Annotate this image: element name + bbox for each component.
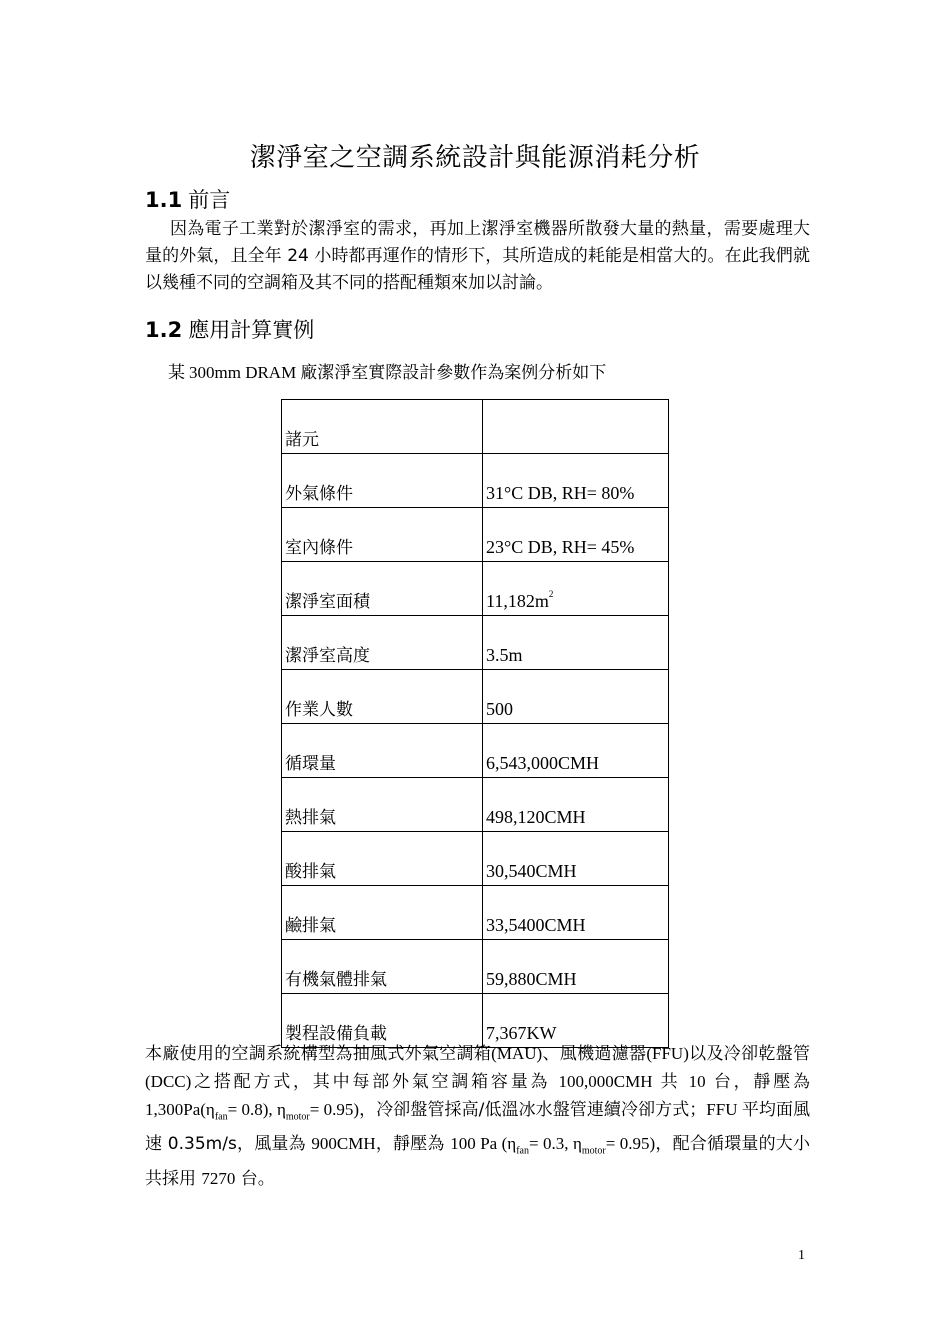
table-row <box>282 724 669 778</box>
system-value: 10 <box>688 1072 706 1091</box>
system-text: 台。 <box>235 1168 275 1189</box>
system-value: 7270 <box>201 1168 236 1188</box>
system-description-paragraph <box>145 1040 810 1193</box>
subscript: motor <box>285 1111 310 1123</box>
table-row <box>282 886 669 940</box>
table-row <box>282 508 669 562</box>
system-text: ，配合循環量的大小共採用 <box>145 1134 811 1189</box>
page-number: 1 <box>798 1248 805 1263</box>
system-text: 台，靜壓為 <box>705 1072 811 1092</box>
system-value: = 0.3, η <box>528 1134 582 1154</box>
table-cell-label: 熱排氣 <box>282 778 483 832</box>
table-row <box>282 778 669 832</box>
system-term: FFU <box>706 1100 742 1119</box>
table-cell-value: 500 <box>483 670 669 724</box>
system-value: 100,000CMH <box>558 1072 653 1091</box>
table-row <box>282 832 669 886</box>
section-number: 1.1 <box>145 188 183 212</box>
system-value: 900CMH <box>311 1134 376 1154</box>
table-cell-value: 3.5m <box>483 616 669 670</box>
table-row <box>282 616 669 670</box>
case-prefix: 某 <box>168 363 185 383</box>
system-text: 以及冷卻乾盤管 <box>688 1044 811 1064</box>
system-text: 共 <box>652 1072 689 1092</box>
system-text: ，冷卻盤管採高/低溫冰水盤管連續冷卻方式； <box>359 1100 707 1120</box>
system-text: 之搭配方式，其中每部外氣空調箱容量為 <box>191 1072 559 1092</box>
design-parameters-table <box>281 399 669 1048</box>
table-row <box>282 940 669 994</box>
section-title: 前言 <box>188 188 231 212</box>
table-cell-label: 室內條件 <box>282 508 483 562</box>
table-cell-label: 鹼排氣 <box>282 886 483 940</box>
system-text: 、風機過濾器 <box>542 1044 647 1064</box>
system-value: = 0.8), η <box>227 1100 286 1119</box>
system-term: (DCC) <box>145 1072 192 1091</box>
table-cell-label: 有機氣體排氣 <box>282 940 483 994</box>
table-cell-value: 6,543,000CMH <box>483 724 669 778</box>
section-heading-example <box>145 314 314 344</box>
table-row <box>282 454 669 508</box>
system-text: ，靜壓為 <box>375 1134 451 1155</box>
table-cell-label: 作業人數 <box>282 670 483 724</box>
table-cell-label: 酸排氣 <box>282 832 483 886</box>
system-term: (FFU) <box>646 1044 689 1063</box>
table-cell-value: 31°C DB, RH= 80% <box>483 454 669 508</box>
system-value: 1,300Pa(η <box>145 1100 215 1119</box>
table-cell-value: 23°C DB, RH= 45% <box>483 508 669 562</box>
table-cell-label: 循環量 <box>282 724 483 778</box>
section-heading-preface <box>145 184 230 214</box>
area-unit-superscript: 2 <box>548 589 554 599</box>
case-suffix: 廠潔淨室實際設計參數作為案例分析如下 <box>300 363 607 383</box>
system-text: 本廠使用的空調系統構型為抽風式外氣空調箱 <box>145 1044 492 1064</box>
table-cell-value <box>483 400 669 454</box>
table-cell-value: 30,540CMH <box>483 832 669 886</box>
system-term: (MAU) <box>491 1044 543 1063</box>
table-row <box>282 670 669 724</box>
table-cell-label: 諸元 <box>282 400 483 454</box>
section-number: 1.2 <box>145 318 183 342</box>
table-cell-value: 33,5400CMH <box>483 886 669 940</box>
system-value: 100 Pa (η <box>450 1134 517 1154</box>
table-cell-value: 7,367KW <box>483 994 669 1048</box>
table-cell-label: 潔淨室面積 <box>282 562 483 616</box>
subscript: fan <box>516 1145 529 1157</box>
intro-paragraph: 因為電子工業對於潔淨室的需求，再加上潔淨室機器所散發大量的熱量，需要處理大量的外氣，且全年 24 小時都再運作的情形下，其所造成的耗能是相當大的。在此我們就以幾種不同的空調箱及其不同的搭配種類來加以討論。 <box>145 219 810 293</box>
system-text: 平均面風速 0.35m/s，風量為 <box>145 1100 811 1155</box>
system-value: = 0.95) <box>605 1134 656 1154</box>
table-cell-value: 498,120CMH <box>483 778 669 832</box>
table-cell-value <box>483 562 669 616</box>
case-plant: 300mm DRAM <box>189 363 297 382</box>
case-intro-line <box>168 358 606 383</box>
table-cell-label: 外氣條件 <box>282 454 483 508</box>
table-cell-label: 潔淨室高度 <box>282 616 483 670</box>
table-row <box>282 562 669 616</box>
table-cell-label: 製程設備負載 <box>282 994 483 1048</box>
system-value: = 0.95) <box>309 1100 360 1119</box>
subscript: fan <box>214 1111 228 1123</box>
area-value: 11,182m <box>486 591 549 611</box>
table-header-row <box>282 400 669 454</box>
section-title: 應用計算實例 <box>188 318 315 342</box>
subscript: motor <box>581 1145 606 1157</box>
document-title: 潔淨室之空調系統設計與能源消耗分析 <box>249 143 701 173</box>
table-cell-value: 59,880CMH <box>483 940 669 994</box>
